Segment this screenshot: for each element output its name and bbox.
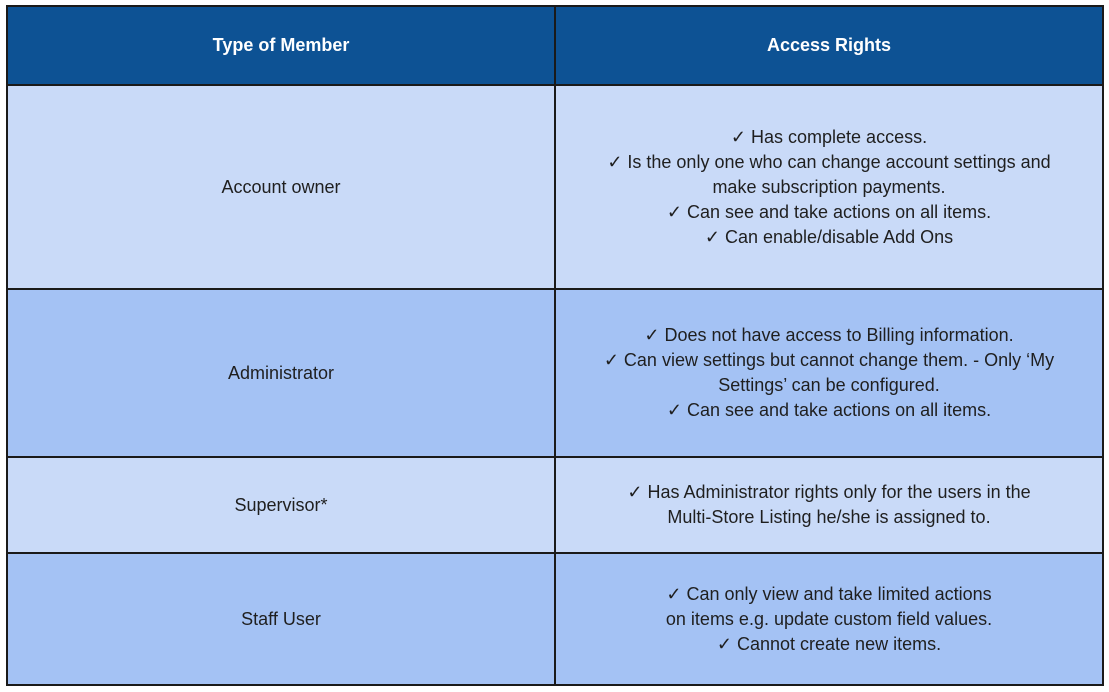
- access-rights-cell: [555, 85, 1103, 289]
- header-access-rights: Access Rights: [555, 6, 1103, 85]
- member-type-cell: Account owner: [7, 85, 555, 289]
- table-row: [7, 457, 1103, 553]
- access-right-line: Settings’ can be configured.: [718, 375, 940, 395]
- access-right-line: ✓ Can enable/disable Add Ons: [704, 226, 954, 247]
- access-right-line: Multi-Store Listing he/she is assigned to.: [667, 507, 991, 527]
- access-right-line: ✓ Can see and take actions on all items.: [666, 400, 992, 420]
- table-row: [7, 85, 1103, 289]
- access-right-line: ✓ Can view settings but cannot change them. - Only ‘My: [603, 350, 1055, 370]
- access-rights-table: [6, 5, 1104, 686]
- access-right-line: ✓ Can see and take actions on all items.: [666, 201, 992, 222]
- access-right-line: ✓ Cannot create new items.: [716, 633, 942, 654]
- access-rights-cell: [555, 457, 1103, 553]
- access-right-line: ✓ Can only view and take limited actions: [666, 583, 992, 604]
- access-rights-cell: [555, 289, 1103, 457]
- table-row: [7, 553, 1103, 685]
- header-row: [7, 6, 1103, 85]
- member-type-cell: Supervisor*: [7, 457, 555, 553]
- access-right-line: ✓ Is the only one who can change account settings and: [607, 151, 1051, 172]
- access-right-line: ✓ Has Administrator rights only for the users in the: [627, 482, 1031, 502]
- access-right-line: ✓ Does not have access to Billing information.: [644, 325, 1014, 345]
- access-right-line: on items e.g. update custom field values.: [665, 608, 993, 629]
- member-type-cell: Staff User: [7, 553, 555, 685]
- access-right-line: make subscription payments.: [712, 176, 946, 197]
- access-right-line: ✓ Has complete access.: [730, 126, 928, 147]
- member-type-cell: Administrator: [7, 289, 555, 457]
- table-row: [7, 289, 1103, 457]
- header-type-of-member: Type of Member: [7, 6, 555, 85]
- access-rights-cell: [555, 553, 1103, 685]
